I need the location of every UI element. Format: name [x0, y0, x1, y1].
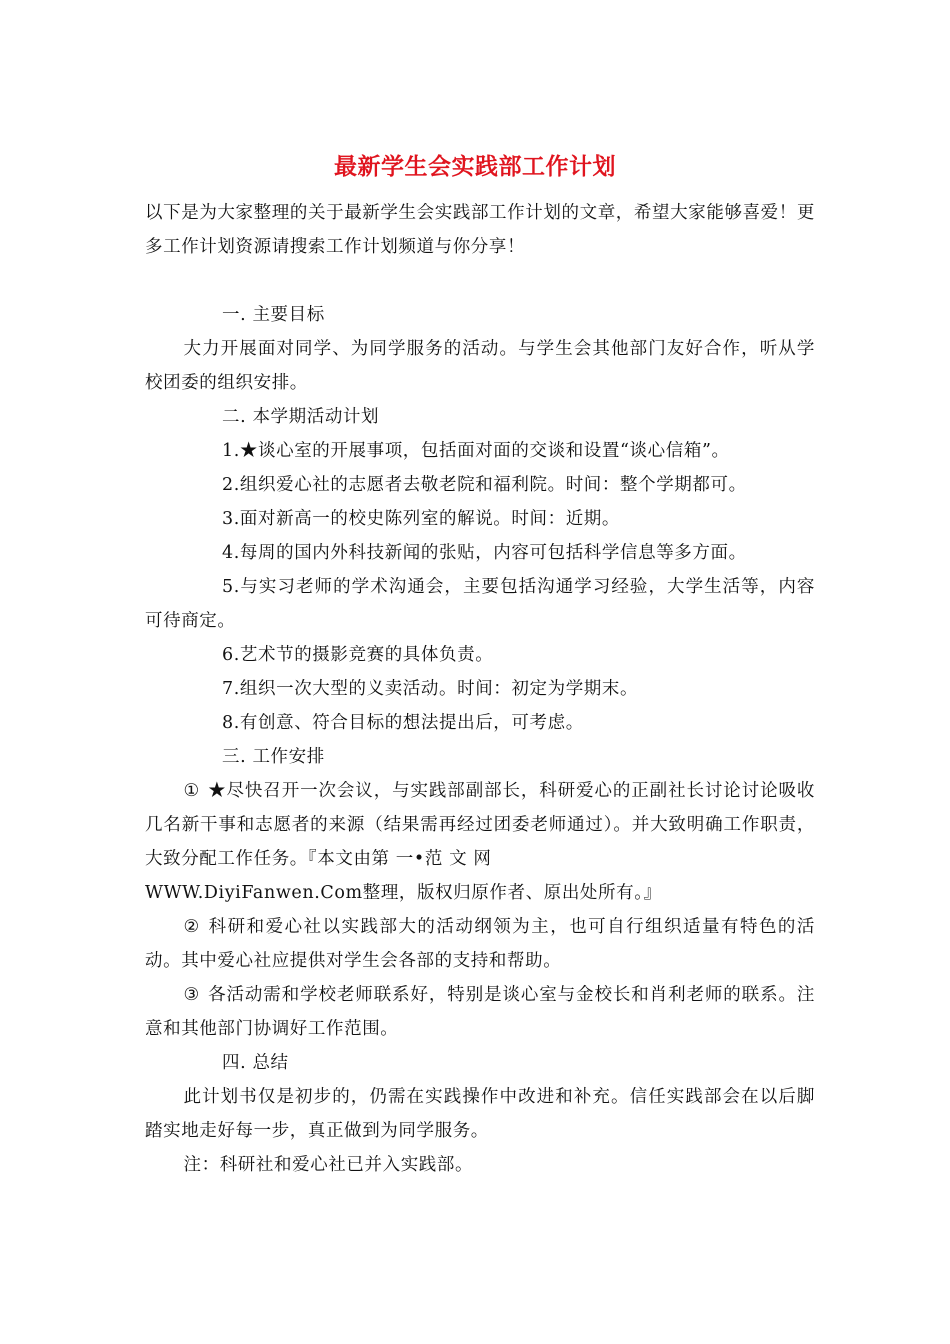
list-item	[145, 570, 815, 638]
item-number: 1.	[222, 441, 240, 461]
list-item	[145, 536, 815, 570]
section-paragraph: 此计划书仅是初步的，仍需在实践操作中改进和补充。信任实践部会在以后脚踏实地走好每一步，真正做到为同学服务。	[145, 1087, 815, 1141]
item-marker: ③	[183, 985, 201, 1005]
section-heading-4	[145, 1046, 815, 1080]
item-number: 2.	[222, 475, 240, 495]
list-item	[145, 672, 815, 706]
list-item	[145, 434, 815, 468]
item-text: 面对新高一的校史陈列室的解说。时间：近期。	[239, 509, 621, 529]
item-number: 4.	[222, 543, 240, 563]
item-text: 与实习老师的学术沟通会，主要包括沟通学习经验，大学生活等，内容可待商定。	[145, 577, 815, 631]
section-title: 总结	[252, 1053, 289, 1073]
item-marker: ②	[183, 917, 201, 937]
section-number: 三.	[222, 747, 247, 767]
item-text: ★谈心室的开展事项，包括面对面的交谈和设置“谈心信箱”。	[239, 441, 730, 461]
item-text: ★尽快召开一次会议，与实践部副部长，科研爱心的正副社长讨论讨论吸收几名新干事和志愿者的来源（结果需再经过团委老师通过）。并大致明确工作职责，大致分配工作任务。『本文由第 一•范 文 网	[145, 781, 815, 869]
section-heading-2	[145, 400, 815, 434]
item-text: 组织爱心社的志愿者去敬老院和福利院。时间：整个学期都可。	[239, 475, 747, 495]
item-text: 组织一次大型的义卖活动。时间：初定为学期末。	[239, 679, 639, 699]
item-text: 艺术节的摄影竞赛的具体负责。	[239, 645, 494, 665]
item-number: 6.	[222, 645, 240, 665]
list-item	[145, 910, 815, 978]
list-item	[145, 638, 815, 672]
item-text: 每周的国内外科技新闻的张贴，内容可包括科学信息等多方面。	[239, 543, 747, 563]
document-body	[145, 298, 815, 1182]
document-title: 最新学生会实践部工作计划	[334, 153, 616, 180]
list-item	[145, 502, 815, 536]
item-marker: ①	[183, 781, 201, 801]
section-number: 一.	[222, 305, 247, 325]
section-title: 本学期活动计划	[252, 407, 380, 427]
section-heading-1	[145, 298, 815, 332]
list-item	[145, 774, 815, 876]
item-number: 3.	[222, 509, 240, 529]
footnote: 注：科研社和爱心社已并入实践部。	[183, 1155, 474, 1175]
intro-paragraph: 以下是为大家整理的关于最新学生会实践部工作计划的文章，希望大家能够喜爱！更多工作计划资源请搜索工作计划频道与你分享！	[145, 203, 815, 257]
section-title: 主要目标	[252, 305, 325, 325]
section-paragraph: 大力开展面对同学、为同学服务的活动。与学生会其他部门友好合作，听从学校团委的组织安排。	[145, 339, 815, 393]
item-text: 有创意、符合目标的想法提出后，可考虑。	[239, 713, 584, 733]
list-item	[145, 978, 815, 1046]
section-title: 工作安排	[252, 747, 325, 767]
item-text: 科研和爱心社以实践部大的活动纲领为主，也可自行组织适量有特色的活动。其中爱心社应提供对学生会各部的支持和帮助。	[145, 917, 815, 971]
section-heading-3	[145, 740, 815, 774]
item-number: 5.	[222, 577, 240, 597]
item-number: 8.	[222, 713, 240, 733]
list-item	[145, 468, 815, 502]
list-item	[145, 706, 815, 740]
item-text: 各活动需和学校老师联系好，特别是谈心室与金校长和肖利老师的联系。注意和其他部门协调好工作范围。	[145, 985, 815, 1039]
item-number: 7.	[222, 679, 240, 699]
section-number: 二.	[222, 407, 247, 427]
section-number: 四.	[222, 1053, 247, 1073]
source-note: WWW.DiyiFanwen.Com整理，版权归原作者、原出处所有。』	[145, 883, 662, 903]
